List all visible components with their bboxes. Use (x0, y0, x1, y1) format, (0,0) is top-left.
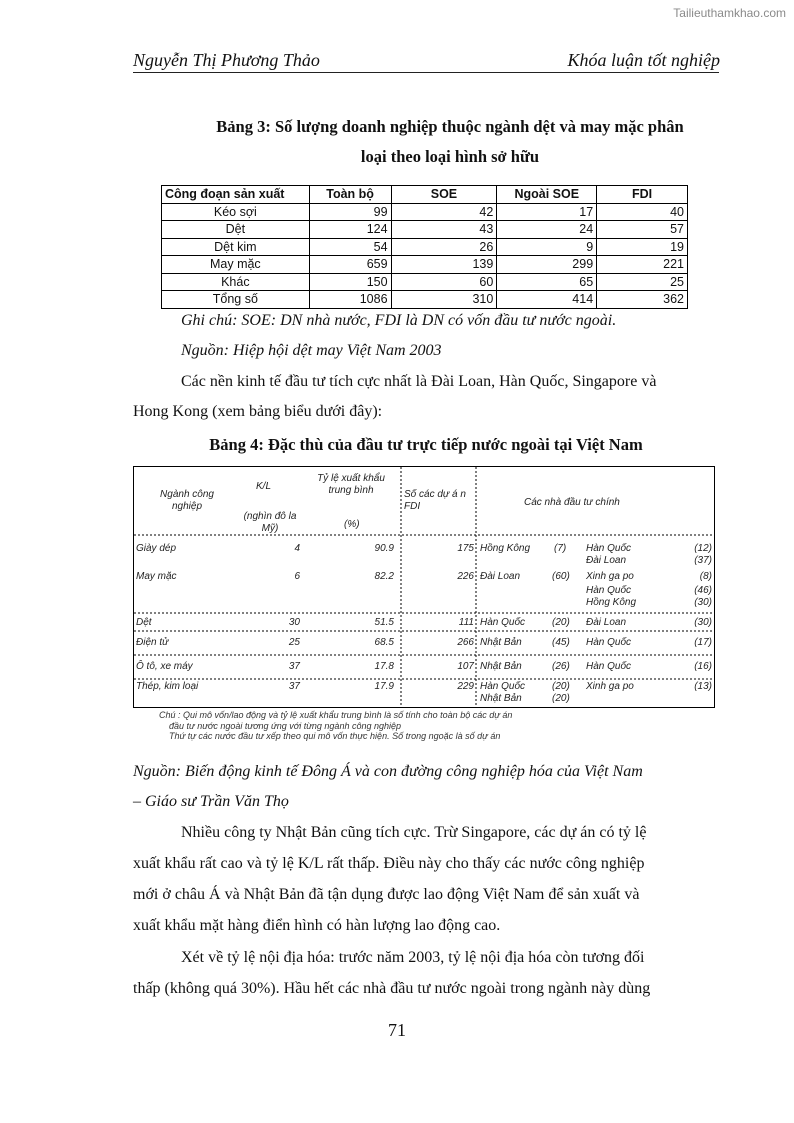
table3-cell: 414 (497, 291, 597, 309)
table4-cell-count: 229 (457, 681, 474, 692)
table4-cell-investor: Hàn Quốc (586, 543, 632, 554)
table4-cell-investor-count: (46) (694, 585, 712, 596)
table3-cell: 150 (309, 273, 391, 291)
table3-cell: 43 (391, 221, 497, 239)
table-row (162, 238, 688, 256)
table3-cell: Dệt kim (162, 238, 310, 256)
table4-cell-kl: 30 (288, 617, 300, 628)
table3-header-cell: SOE (391, 186, 497, 204)
table4-cell-export: 51.5 (374, 617, 394, 628)
table3 (161, 185, 688, 309)
table4-cell-export: 82.2 (374, 571, 394, 582)
table4-cell-investor: Đài Loan (586, 617, 627, 628)
table4-cell-investor-count: (16) (694, 661, 712, 672)
table4-header-investors: Các nhà đầu tư chính (524, 497, 620, 508)
table3-note: Ghi chú: SOE: DN nhà nước, FDI là DN có vốn đầu tư nước ngoài. (181, 312, 617, 329)
table4-header-export-unit: (%) (344, 519, 360, 530)
paragraph1-line2: Hong Kong (xem bảng biểu dưới đây): (133, 403, 383, 420)
table3-cell: 362 (597, 291, 688, 309)
paragraph1-line1: Các nền kinh tế đầu tư tích cực nhất là Đài Loan, Hàn Quốc, Singapore và (181, 373, 657, 390)
table4-cell-investor-count: (20) (552, 681, 570, 692)
table4-cell-count: 175 (457, 543, 474, 554)
table3-title-line2: loại theo loại hình sở hữu (360, 147, 540, 166)
table3-cell: 99 (309, 203, 391, 221)
table-row (162, 221, 688, 239)
table4-header-count: Số các dự á n FDI (404, 489, 466, 512)
table4-scanned-image (133, 466, 715, 708)
table4-cell-investor: Đài Loan (586, 555, 627, 566)
table3-header-cell: Toàn bộ (309, 186, 391, 204)
table4-title: Bảng 4: Đặc thù của đầu tư trực tiếp nước ngoài tại Việt Nam (209, 435, 643, 454)
watermark: Tailieuthamkhao.com (673, 6, 786, 20)
paragraph2-line1: Nhiều công ty Nhật Bản cũng tích cực. Trừ Singapore, các dự án có tỷ lệ (181, 824, 647, 841)
header-rule (133, 72, 719, 73)
table4-cell-kl: 25 (288, 637, 300, 648)
paragraph2-line2: xuất khẩu rất cao và tỷ lệ K/L rất thấp. Điều này cho thấy các nước công nghiệp (133, 855, 645, 872)
table4-cell-investor-count: (12) (694, 543, 712, 554)
table3-title-line1: Bảng 3: Số lượng doanh nghiệp thuộc ngành dệt và may mặc phân (216, 117, 684, 136)
table4-cell-sector: Điện tử (136, 637, 169, 648)
table3-cell: 25 (597, 273, 688, 291)
table4-cell-export: 90.9 (374, 543, 394, 554)
table4-cell-investor-count: (37) (694, 555, 712, 566)
table4-cell-investor: Hàn Quốc (586, 585, 632, 596)
table3-cell: 65 (497, 273, 597, 291)
table3-source: Nguồn: Hiệp hội dệt may Việt Nam 2003 (181, 342, 442, 359)
table3-header-cell: Ngoài SOE (497, 186, 597, 204)
table4-cell-investor: Hồng Kông (586, 597, 637, 608)
table4-cell-investor: Nhật Bản (480, 661, 522, 672)
paragraph3-line2: thấp (không quá 30%). Hầu hết các nhà đầu tư nước ngoài trong ngành này dùng (133, 980, 651, 997)
table4-cell-sector: Thép, kim loại (136, 681, 199, 692)
table3-cell: 659 (309, 256, 391, 274)
table4-cell-sector: May mặc (136, 571, 177, 582)
table4-cell-investor-count: (60) (552, 571, 570, 582)
table3-cell: Khác (162, 273, 310, 291)
table-row (162, 256, 688, 274)
table3-cell: 26 (391, 238, 497, 256)
table3-cell: 17 (497, 203, 597, 221)
table3-header-cell: Công đoạn sản xuất (162, 186, 310, 204)
table3-cell: 54 (309, 238, 391, 256)
table4-cell-investor: Hàn Quốc (586, 661, 632, 672)
header-doc-type: Khóa luận tốt nghiệp (567, 50, 720, 70)
table4-cell-investor: Nhật Bản (480, 637, 522, 648)
table4-header-sector: Ngành công nghiệp (160, 489, 214, 512)
table4-cell-investor: Hàn Quốc (480, 681, 526, 692)
table3-cell: 40 (597, 203, 688, 221)
table4-footnote: Chú : Qui mô vốn/lao động và tỷ lệ xuất khẩu trung bình là số tính cho toàn bộ các dự án (159, 710, 513, 720)
table3-cell: 139 (391, 256, 497, 274)
table4-footnote: đầu tư nước ngoài tương ứng với từng ngành công nghiệp (169, 720, 401, 731)
table4-cell-investor-count: (26) (552, 661, 570, 672)
table4-cell-investor-count: (7) (554, 543, 567, 554)
table4-cell-investor-count: (8) (699, 571, 712, 582)
table4-cell-investor-count: (30) (694, 597, 712, 608)
table4-cell-export: 68.5 (374, 637, 394, 648)
table3-cell: May mặc (162, 256, 310, 274)
table4-cell-investor: Đài Loan (480, 571, 521, 582)
table4-cell-investor: Xinh ga po (586, 571, 634, 582)
table3-cell: 299 (497, 256, 597, 274)
table4-header-kl: K/L (256, 481, 272, 492)
table-row (162, 291, 688, 309)
table3-cell: 24 (497, 221, 597, 239)
table3-header-row (162, 186, 688, 204)
header-author: Nguyễn Thị Phương Thảo (133, 50, 320, 70)
table4-cell-investor: Nhật Bản (480, 693, 522, 704)
table3-cell: Dệt (162, 221, 310, 239)
table4-cell-investor: Hồng Kông (480, 543, 531, 554)
table4-cell-kl: 37 (288, 681, 300, 692)
table4-cell-investor-count: (20) (552, 693, 570, 704)
table4-footnote: Thứ tự các nước đầu tư xếp theo qui mô vốn thực hiện. Số trong ngoặc là số dự án (169, 731, 501, 741)
table3-cell: 57 (597, 221, 688, 239)
table3-header-cell: FDI (597, 186, 688, 204)
table3-cell: 19 (597, 238, 688, 256)
table3-cell: 42 (391, 203, 497, 221)
table4-cell-investor: Hàn Quốc (586, 637, 632, 648)
table4-cell-sector: Dệt (136, 617, 152, 628)
table3-cell: 60 (391, 273, 497, 291)
table4-cell-sector: Giày dép (136, 543, 177, 554)
table4-cell-count: 111 (458, 617, 474, 628)
table3-cell: Tổng số (162, 291, 310, 309)
table4-cell-export: 17.8 (374, 661, 394, 672)
table4-header-export: Tỷ lệ xuất khẩu trung bình (317, 473, 385, 496)
table3-cell: 124 (309, 221, 391, 239)
table4-cell-investor: Xinh ga po (586, 681, 634, 692)
table4-cell-investor-count: (17) (694, 637, 712, 648)
table4-source-line1: Nguồn: Biến động kinh tế Đông Á và con đường công nghiệp hóa của Việt Nam (133, 763, 643, 780)
table3-cell: 221 (597, 256, 688, 274)
table4-cell-count: 266 (457, 637, 474, 648)
paragraph3-line1: Xét về tỷ lệ nội địa hóa: trước năm 2003, tỷ lệ nội địa hóa còn tương đối (181, 949, 645, 966)
table3-cell: 9 (497, 238, 597, 256)
table4-cell-kl: 6 (294, 571, 300, 582)
table3-cell: 1086 (309, 291, 391, 309)
table3-cell: Kéo sợi (162, 203, 310, 221)
table4-cell-investor-count: (45) (552, 637, 570, 648)
table4-cell-investor-count: (30) (694, 617, 712, 628)
table4-cell-kl: 4 (294, 543, 300, 554)
table4-cell-sector: Ô tô, xe máy (136, 661, 193, 672)
table4-cell-export: 17.9 (374, 681, 394, 692)
table4-cell-investor-count: (13) (694, 681, 712, 692)
table4-header-kl-unit: (nghìn đô la Mỹ) (243, 511, 297, 534)
table4-footnotes (159, 710, 512, 742)
table-row (162, 203, 688, 221)
table4-cell-investor: Hàn Quốc (480, 617, 526, 628)
table-row (162, 273, 688, 291)
page-number: 71 (388, 1020, 406, 1040)
table4-cell-count: 107 (457, 661, 474, 672)
table4-cell-investor-count: (20) (552, 617, 570, 628)
table3-cell: 310 (391, 291, 497, 309)
table4-source-line2: – Giáo sư Trần Văn Thọ (133, 793, 289, 810)
table4-cell-kl: 37 (288, 661, 300, 672)
table4-cell-count: 226 (457, 571, 474, 582)
paragraph2-line3: mới ở châu Á và Nhật Bản đã tận dụng được lao động Việt Nam để sản xuất và (133, 886, 640, 903)
paragraph2-line4: xuất khẩu mặt hàng điển hình có hàn lượng lao động cao. (133, 917, 501, 934)
